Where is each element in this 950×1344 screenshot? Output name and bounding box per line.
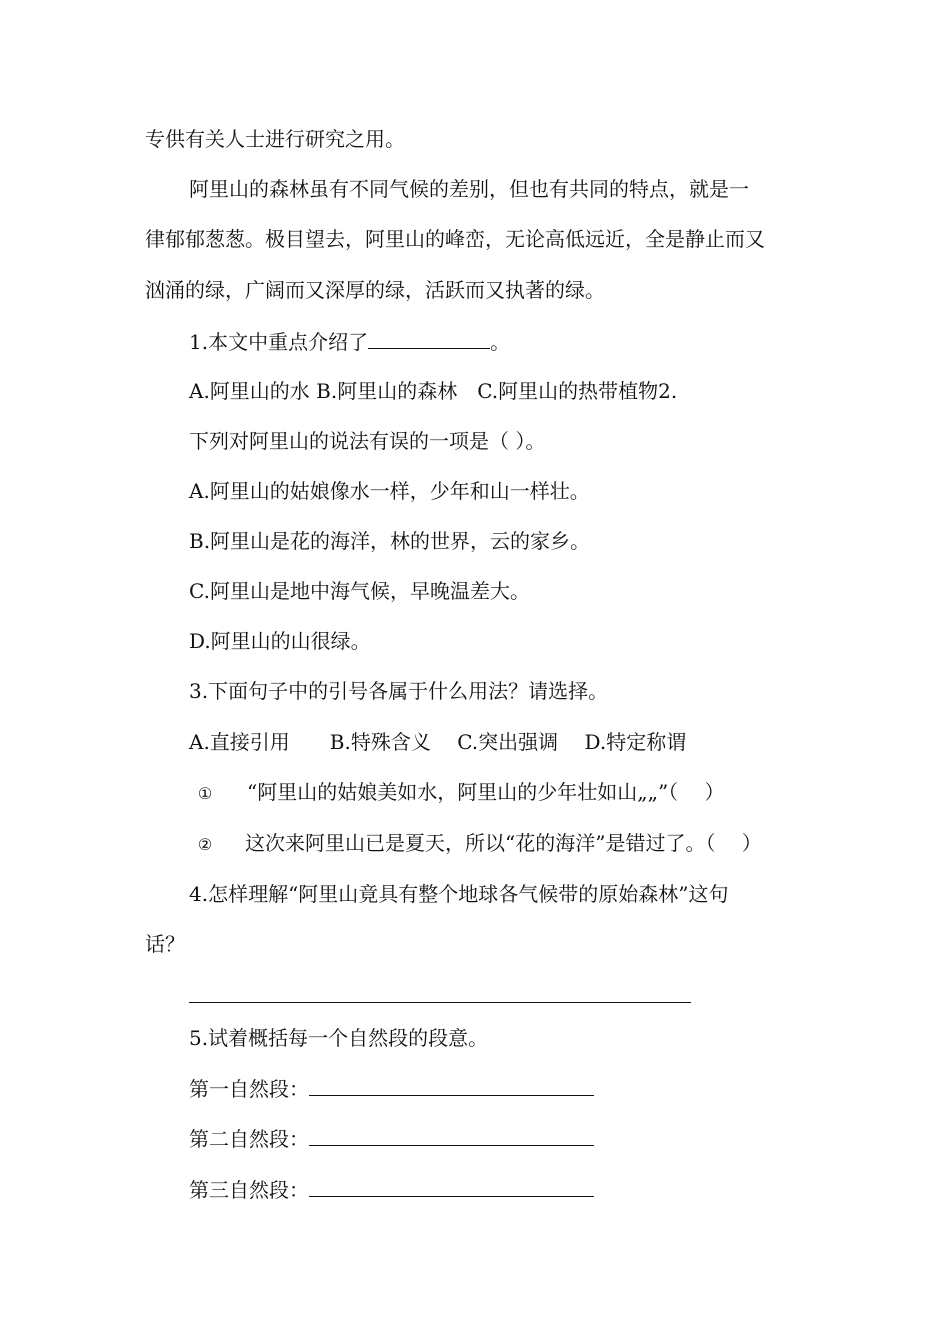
question3-item2-text: 这次来阿里山已是夏天，所以“花的海洋”是错过了。（ ）	[245, 831, 762, 855]
question5-para1-blank[interactable]	[309, 1077, 594, 1096]
passage-paragraph2-line3: 汹涌的绿，广阔而又深厚的绿，活跃而又执著的绿。	[145, 278, 605, 302]
question3-item1-text: “阿里山的姑娘美如水，阿里山的少年壮如山„„”（ ）	[247, 780, 725, 804]
question3-item2-number: ②	[197, 835, 213, 854]
question5-para1-label: 第一自然段：	[189, 1077, 309, 1101]
question2-option-a: A.阿里山的姑娘像水一样，少年和山一样壮。	[189, 479, 590, 503]
question2-option-d: D.阿里山的山很绿。	[189, 629, 371, 653]
question5-para2-blank[interactable]	[309, 1127, 594, 1146]
question3-item1-number: ①	[197, 784, 213, 803]
question5-para3-label: 第三自然段：	[189, 1178, 309, 1202]
passage-paragraph1-tail: 专供有关人士进行研究之用。	[145, 127, 405, 151]
question2-stem: 下列对阿里山的说法有误的一项是（ ）。	[189, 429, 546, 453]
passage-paragraph2-line2: 律郁郁葱葱。极目望去，阿里山的峰峦，无论高低远近，全是静止而又	[145, 227, 765, 251]
question4-line1: 4.怎样理解“阿里山竟具有整个地球各气候带的原始森林”这句	[189, 882, 729, 906]
question1-stem-end: 。	[490, 330, 511, 354]
question5-para1	[189, 1076, 950, 1102]
question1-stem-text: 1.本文中重点介绍了	[189, 330, 369, 354]
question2-option-c: C.阿里山是地中海气候，早晚温差大。	[189, 579, 530, 603]
question3-options: A.直接引用 B.特殊含义 C.突出强调 D.特定称谓	[189, 730, 687, 754]
question3-item2	[185, 830, 950, 858]
question2-option-b: B.阿里山是花的海洋，林的世界，云的家乡。	[189, 529, 591, 553]
question5-stem: 5.试着概括每一个自然段的段意。	[189, 1026, 489, 1050]
question1-stem	[189, 329, 950, 355]
question1-options: A.阿里山的水 B.阿里山的森林 C.阿里山的热带植物2.	[189, 379, 678, 403]
question4-line2: 话？	[145, 932, 185, 956]
question3-item1	[185, 779, 950, 807]
question3-stem: 3.下面句子中的引号各属于什么用法？请选择。	[189, 679, 609, 703]
question1-answer-blank[interactable]	[368, 330, 490, 349]
question5-para3-blank[interactable]	[309, 1178, 594, 1197]
question5-para3	[189, 1177, 950, 1203]
question5-para2	[189, 1126, 950, 1152]
question4-answer-line[interactable]	[189, 1002, 691, 1003]
passage-paragraph2-line1: 阿里山的森林虽有不同气候的差别，但也有共同的特点，就是一	[189, 177, 749, 201]
question5-para2-label: 第二自然段：	[189, 1127, 309, 1151]
